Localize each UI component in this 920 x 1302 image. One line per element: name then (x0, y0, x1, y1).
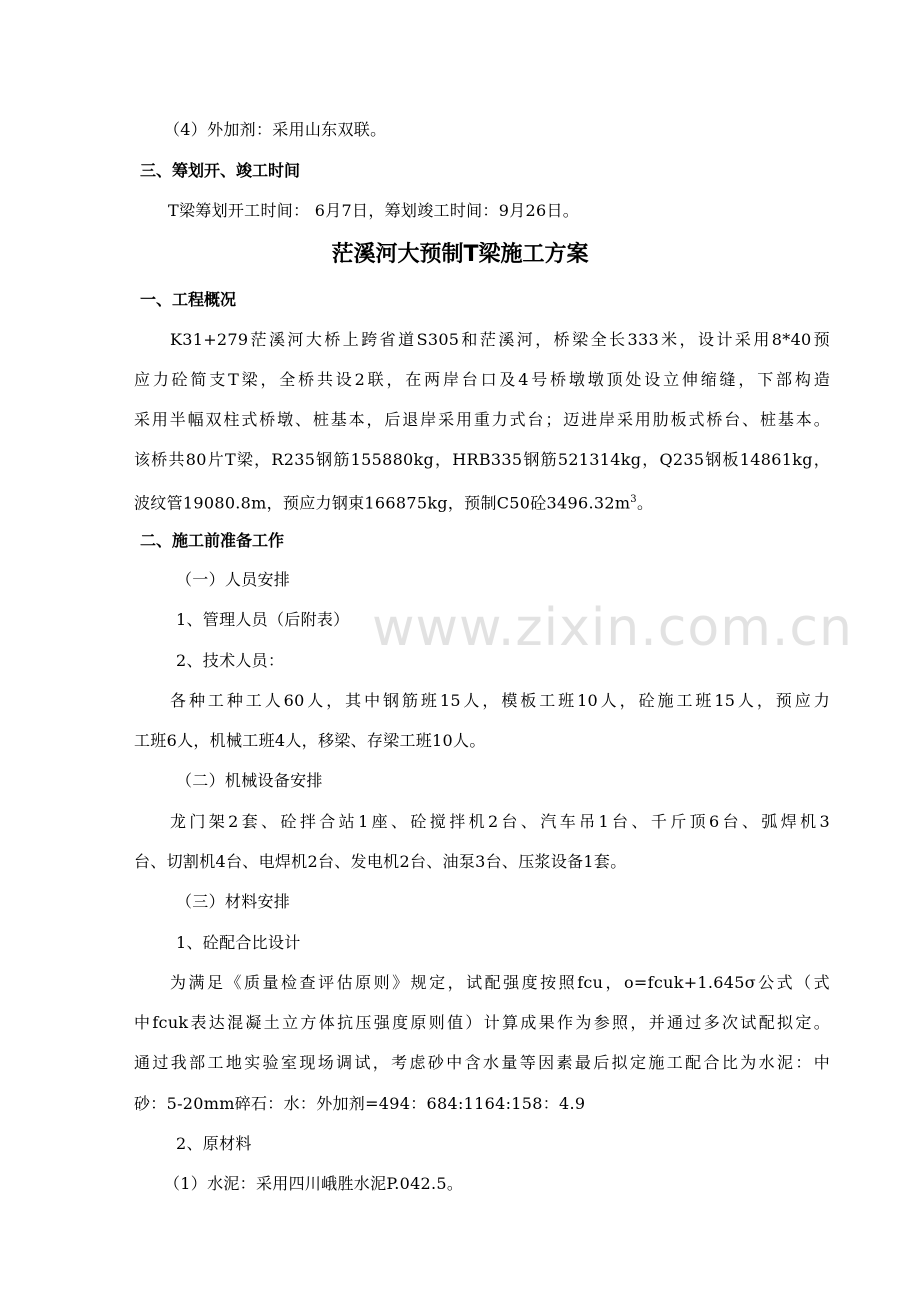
paragraph-equipment-line-2: 台、切割机4台、电焊机2台、发电机2台、油泵3台、压浆设备1套。 (134, 852, 627, 871)
item-technical-staff: 2、技术人员： (176, 651, 285, 670)
heading-overview: 一、工程概况 (140, 290, 237, 309)
subheading-equipment: （二）机械设备安排 (176, 771, 323, 790)
paragraph-mix-line-3: 通过我部工地实验室现场调试，考虑砂中含水量等因素最后拟定施工配合比为水泥：中 (134, 1053, 830, 1072)
paragraph-equipment-line-1: 龙门架2套、砼拌合站1座、砼搅拌机2台、汽车吊1台、千斤顶6台、弧焊机3 (170, 812, 830, 831)
item-raw-materials: 2、原材料 (176, 1134, 252, 1153)
document-title: 茫溪河大预制T梁施工方案 (331, 242, 589, 267)
paragraph-admixture: （4）外加剂：采用山东双联。 (164, 120, 387, 139)
heading-preparation: 二、施工前准备工作 (140, 531, 285, 550)
subheading-personnel: （一）人员安排 (176, 570, 291, 589)
item-management-staff: 1、管理人员（后附表） (176, 610, 350, 629)
item-cement: （1）水泥：采用四川峨胜水泥P.042.5。 (164, 1174, 464, 1193)
paragraph-mix-line-4: 砂：5-20mm碎石：水：外加剂=494：684:1164:158：4.9 (134, 1094, 586, 1113)
paragraph-workers-line-1: 各种工种工人60人，其中钢筋班15人，模板工班10人，砼施工班15人，预应力 (170, 691, 830, 710)
paragraph-workers-line-2: 工班6人，机械工班4人，移梁、存梁工班10人。 (134, 731, 486, 750)
subheading-materials: （三）材料安排 (176, 892, 291, 911)
paragraph-overview-line-3: 采用半幅双柱式桥墩、桩基本，后退岸采用重力式台；迈进岸采用肋板式桥台、桩基本。 (134, 410, 830, 429)
paragraph-schedule-dates: T梁筹划开工时间： 6月7日，筹划竣工时间：9月26日。 (168, 201, 580, 220)
overview-line-5-end: 。 (636, 493, 654, 513)
paragraph-overview-line-4: 该桥共80片T梁，R235钢筋155880kg，HRB335钢筋521314kg，Q235钢板14861kg， (134, 450, 830, 469)
paragraph-overview-line-1: K31+279茫溪河大桥上跨省道S305和茫溪河，桥梁全长333米，设计采用8*40预 (170, 330, 830, 349)
heading-schedule: 三、筹划开、竣工时间 (140, 161, 301, 180)
paragraph-mix-line-2: 中fcuk表达混凝土立方体抗压强度原则值）计算成果作为参照，并通过多次试配拟定。 (134, 1013, 830, 1032)
watermark-logo: www.zixin.com.cn (372, 598, 853, 658)
superscript-cubic: 3 (630, 494, 637, 505)
paragraph-overview-line-5 (134, 490, 653, 513)
paragraph-overview-line-2: 应力砼简支T梁，全桥共设2联，在两岸台口及4号桥墩墩顶处设立伸缩缝，下部构造 (134, 370, 830, 389)
item-mix-design: 1、砼配合比设计 (176, 933, 301, 952)
paragraph-mix-line-1: 为满足《质量检查评估原则》规定，试配强度按照fcu，o=fcuk+1.645σ公式（式 (170, 973, 830, 992)
overview-line-5-text: 波纹管19080.8m，预应力钢束166875kg，预制C50砼3496.32m (134, 493, 631, 513)
